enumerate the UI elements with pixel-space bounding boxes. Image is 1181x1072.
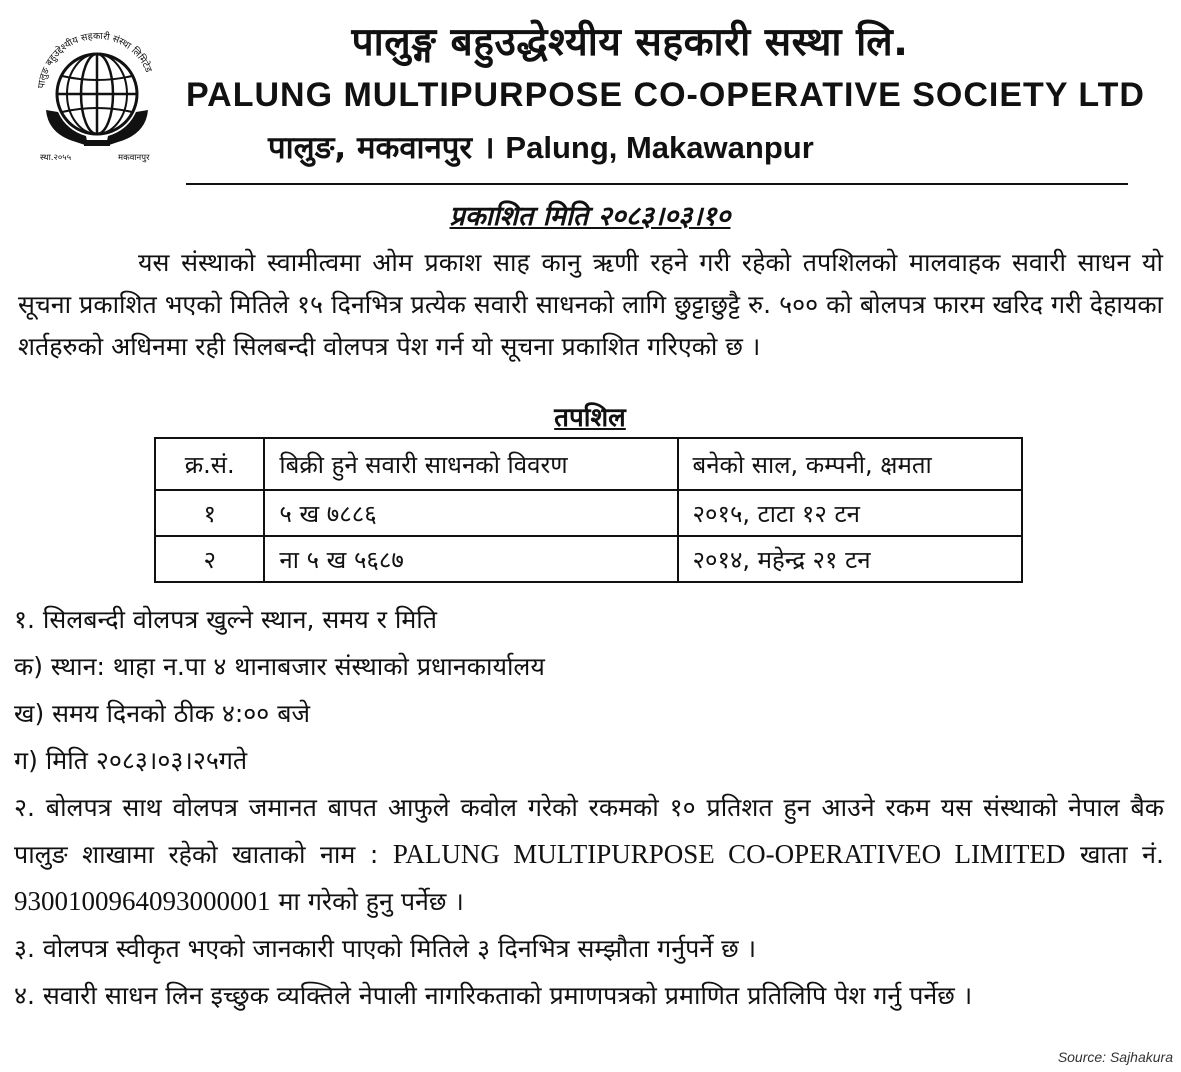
- organization-address: [268, 126, 968, 168]
- table-row: [155, 536, 1022, 582]
- header-vehicle-description: बिक्री हुने सवारी साधनको विवरण: [264, 438, 677, 490]
- header-year-company-capacity: बनेको साल, कम्पनी, क्षमता: [678, 438, 1023, 490]
- published-date: प्रकाशित मिति २०८३।०३।१०: [449, 201, 731, 232]
- notice-intro-paragraph: यस संस्थाको स्वामीत्वमा ओम प्रकाश साह कानु ऋणी रहने गरी रहेको तपशिलको मालवाहक सवारी साधन यो सूचना प्रकाशित भएको मितिले १५ दिनभित्र प्रत्येक सवारी साधनको लागि छुट्टाछुट्टै रु. ५०० को बोलपत्र फारम खरिद गरी देहायका शर्तहरुको अधिनमा रही सिलबन्दी वोलपत्र पेश गर्न यो सूचना प्रकाशित गरिएको छ ।: [18, 248, 1163, 361]
- logo-text-top: पालुङ बहुउद्देश्यीय सहकारी संस्था लिमिटेड: [36, 30, 154, 90]
- term-3: ३. वोलपत्र स्वीकृत भएको जानकारी पाएको मितिले ३ दिनभित्र सम्झौता गर्नुपर्ने छ ।: [14, 934, 757, 963]
- term-1: १. सिलबन्दी वोलपत्र खुल्ने स्थान, समय र मिति: [14, 605, 438, 634]
- account-name: PALUNG MULTIPURPOSE CO-OPERATIVEO LIMITED: [392, 839, 1066, 869]
- term-2-text: २. बोलपत्र साथ वोलपत्र जमानत बापत आफुले कवोल गरेको रकमको १० प्रतिशत हुन आउने रकम यस संस्थाको नेपाल बैक पालुङ शाखामा रहेको खाताको नाम :: [14, 793, 1164, 869]
- account-number: 9300100964093000001: [14, 886, 271, 916]
- cell-serial: १: [155, 490, 264, 536]
- term-1-place: क) स्थान: थाहा न.पा ४ थानाबजार संस्थाको प्रधानकार्यालय: [14, 652, 545, 681]
- vehicle-table: [154, 437, 1023, 583]
- header-serial: क्र.सं.: [155, 438, 264, 490]
- terms-list: [14, 596, 1164, 1019]
- term-4: ४. सवारी साधन लिन इच्छुक व्यक्तिले नेपाली नागरिकताको प्रमाणपत्रको प्रमाणित प्रतिलिपि पेश गर्नु पर्नेछ ।: [14, 981, 973, 1010]
- table-row: [155, 490, 1022, 536]
- logo-text-left: स्था.२०५५: [40, 153, 72, 163]
- term-2: [14, 784, 1164, 925]
- cell-vehicle-number: ५ ख ७८८६: [264, 490, 677, 536]
- cooperative-logo: [26, 14, 168, 166]
- term-1-time: ख) समय दिनको ठीक ४:०० बजे: [14, 699, 311, 728]
- term-1-date: ग) मिति २०८३।०३।२५गते: [14, 746, 248, 775]
- cell-year-company-capacity: २०१४, महेन्द्र २१ टन: [678, 536, 1023, 582]
- header-divider: [186, 183, 1128, 185]
- globe-hands-icon: [26, 14, 168, 166]
- address-english: Palung, Makawanpur: [505, 130, 814, 165]
- cell-year-company-capacity: २०१५, टाटा १२ टन: [678, 490, 1023, 536]
- organization-title-english: PALUNG MULTIPURPOSE CO-OPERATIVE SOCIETY LTD: [186, 76, 1145, 114]
- organization-title-nepali: पालुङ्ग बहुउद्धेश्यीय सहकारी सस्था लि.: [351, 20, 909, 65]
- term-2-ending: मा गरेको हुनु पर्नेछ ।: [278, 887, 464, 916]
- table-header-row: [155, 438, 1022, 490]
- address-nepali: पालुङ, मकवानपुर ।: [268, 130, 495, 166]
- logo-text-right: मकवानपुर: [118, 153, 150, 163]
- source-credit: Source: Sajhakura: [1057, 1049, 1173, 1065]
- cell-serial: २: [155, 536, 264, 582]
- term-2-account-label: खाता नं.: [1079, 840, 1164, 869]
- cell-vehicle-number: ना ५ ख ५६८७: [264, 536, 677, 582]
- table-title: तपशिल: [554, 403, 626, 433]
